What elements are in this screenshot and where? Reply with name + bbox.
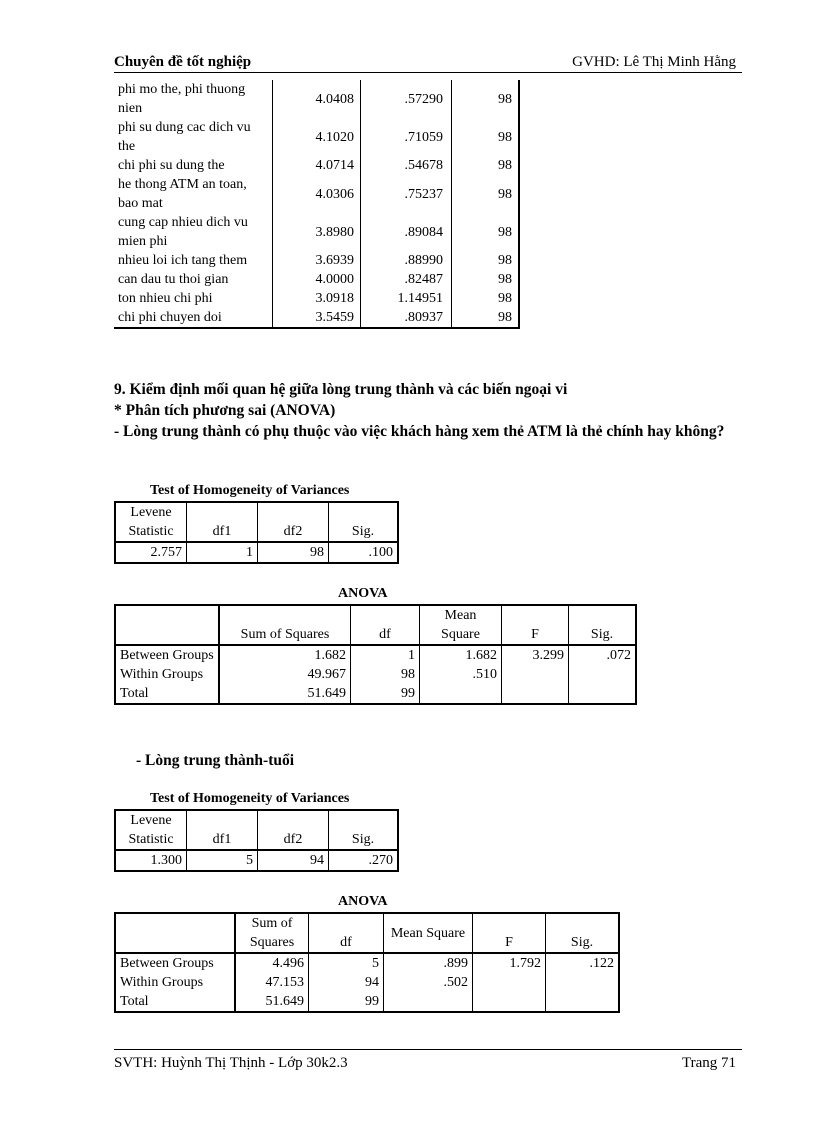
n-cell: 98 [452,80,520,118]
n-cell: 98 [452,213,520,251]
df-cell: 5 [309,953,384,973]
ss-cell: 4.496 [235,953,309,973]
f-cell [473,973,546,992]
table-row [115,645,636,665]
row-label: phi mo the, phi thuong nien [114,80,273,118]
sig-cell: .122 [546,953,620,973]
sig-cell [546,973,620,992]
table-row [114,289,519,308]
col-header-df2: df2 [258,810,329,850]
ms-cell: 1.682 [420,645,502,665]
levene-value: 1.300 [115,850,187,871]
col-header-sig: Sig. [546,913,620,953]
col-header-blank [115,913,235,953]
col-header-ss: Sum of Squares [235,913,309,953]
sd-cell: .82487 [361,270,452,289]
f-cell [502,665,569,684]
mean-cell: 3.5459 [273,308,361,328]
f-cell [502,684,569,704]
mean-cell: 4.0714 [273,156,361,175]
n-cell: 98 [452,289,520,308]
ss-cell: 49.967 [219,665,351,684]
df2-value: 98 [258,542,329,563]
table-header-row [115,810,398,850]
n-cell: 98 [452,251,520,270]
sig-value: .270 [329,850,399,871]
col-header-levene: Levene Statistic [115,810,187,850]
section-subheading: * Phân tích phương sai (ANOVA) [114,402,336,419]
table-row [114,156,519,175]
col-header-df2: df2 [258,502,329,542]
sd-cell: .71059 [361,118,452,156]
row-label: ton nhieu chi phi [114,289,273,308]
ms-cell: .502 [384,973,473,992]
mean-cell: 3.8980 [273,213,361,251]
df1-value: 5 [187,850,258,871]
row-label: Between Groups [115,953,235,973]
n-cell: 98 [452,270,520,289]
footer-rule [114,1049,742,1050]
row-label: Between Groups [115,645,219,665]
ms-cell [384,992,473,1012]
sd-cell: .88990 [361,251,452,270]
sd-cell: .89084 [361,213,452,251]
sd-cell: .75237 [361,175,452,213]
mean-cell: 3.0918 [273,289,361,308]
col-header-f: F [502,605,569,645]
table-header-row [115,502,398,542]
sd-cell: .54678 [361,156,452,175]
sig-cell: .072 [569,645,637,665]
table-header-row [115,913,619,953]
header-title: Chuyên đề tốt nghiệp [114,54,252,70]
mean-cell: 4.0408 [273,80,361,118]
anova-title-1: ANOVA [338,586,388,601]
mean-cell: 3.6939 [273,251,361,270]
col-header-df: df [351,605,420,645]
stats-rows [114,80,519,328]
row-label: Total [115,684,219,704]
table-row [115,665,636,684]
n-cell: 98 [452,156,520,175]
sd-cell: .57290 [361,80,452,118]
page-number: Trang 71 [681,1055,736,1071]
df-cell: 99 [309,992,384,1012]
header-supervisor: GVHD: Lê Thị Minh Hằng [572,54,736,70]
table-row [114,251,519,270]
table-row [115,542,398,563]
n-cell: 98 [452,175,520,213]
df-cell: 98 [351,665,420,684]
sd-cell: 1.14951 [361,289,452,308]
row-label: he thong ATM an toan, bao mat [114,175,273,213]
header-rule [114,72,742,73]
table-row [114,80,519,118]
ss-cell: 51.649 [235,992,309,1012]
df-cell: 94 [309,973,384,992]
anova-title-2: ANOVA [338,894,388,909]
descriptive-stats-table [114,80,520,329]
row-label: Within Groups [115,665,219,684]
ms-cell: .899 [384,953,473,973]
col-header-df: df [309,913,384,953]
table-row [115,684,636,704]
section-heading: 9. Kiểm định mối quan hệ giữa lòng trung thành và các biến ngoại vi [114,381,568,398]
row-label: can dau tu thoi gian [114,270,273,289]
table-row [115,850,398,871]
f-cell: 1.792 [473,953,546,973]
table-row [114,175,519,213]
col-header-ms: Mean Square [420,605,502,645]
table-row [115,992,619,1012]
col-header-ms: Mean Square [384,913,473,953]
ms-cell [420,684,502,704]
n-cell: 98 [452,118,520,156]
table-row [114,118,519,156]
col-header-sig: Sig. [329,502,399,542]
footer-student: SVTH: Huỳnh Thị Thịnh - Lớp 30k2.3 [114,1055,348,1071]
row-label: chi phi su dung the [114,156,273,175]
df1-value: 1 [187,542,258,563]
table-header-row [115,605,636,645]
n-cell: 98 [452,308,520,328]
row-label: nhieu loi ich tang them [114,251,273,270]
sig-cell [569,665,637,684]
ss-cell: 1.682 [219,645,351,665]
question-text-1: - Lòng trung thành có phụ thuộc vào việc khách hàng xem thẻ ATM là thẻ chính hay không? [114,423,725,440]
question-text-2: - Lòng trung thành-tuổi [136,752,295,769]
table-row [114,270,519,289]
levene-value: 2.757 [115,542,187,563]
mean-cell: 4.1020 [273,118,361,156]
col-header-df1: df1 [187,810,258,850]
sig-value: .100 [329,542,399,563]
col-header-sig: Sig. [329,810,399,850]
anova-table-1 [114,604,637,705]
row-label: Within Groups [115,973,235,992]
col-header-df1: df1 [187,502,258,542]
row-label: chi phi chuyen doi [114,308,273,328]
ss-cell: 51.649 [219,684,351,704]
mean-cell: 4.0000 [273,270,361,289]
levene-title-1: Test of Homogeneity of Variances [150,483,350,498]
levene-table-1 [114,501,399,564]
ms-cell: .510 [420,665,502,684]
col-header-levene: Levene Statistic [115,502,187,542]
levene-title-2: Test of Homogeneity of Variances [150,791,350,806]
sig-cell [546,992,620,1012]
table-row [114,308,519,328]
table-row [115,973,619,992]
table-row [115,953,619,973]
row-label: phi su dung cac dich vu the [114,118,273,156]
levene-table-2 [114,809,399,872]
df-cell: 99 [351,684,420,704]
f-cell: 3.299 [502,645,569,665]
anova-table-2 [114,912,620,1013]
f-cell [473,992,546,1012]
df-cell: 1 [351,645,420,665]
row-label: cung cap nhieu dich vu mien phi [114,213,273,251]
col-header-blank [115,605,219,645]
col-header-f: F [473,913,546,953]
col-header-ss: Sum of Squares [219,605,351,645]
mean-cell: 4.0306 [273,175,361,213]
row-label: Total [115,992,235,1012]
col-header-sig: Sig. [569,605,637,645]
ss-cell: 47.153 [235,973,309,992]
sig-cell [569,684,637,704]
table-row [114,213,519,251]
sd-cell: .80937 [361,308,452,328]
df2-value: 94 [258,850,329,871]
